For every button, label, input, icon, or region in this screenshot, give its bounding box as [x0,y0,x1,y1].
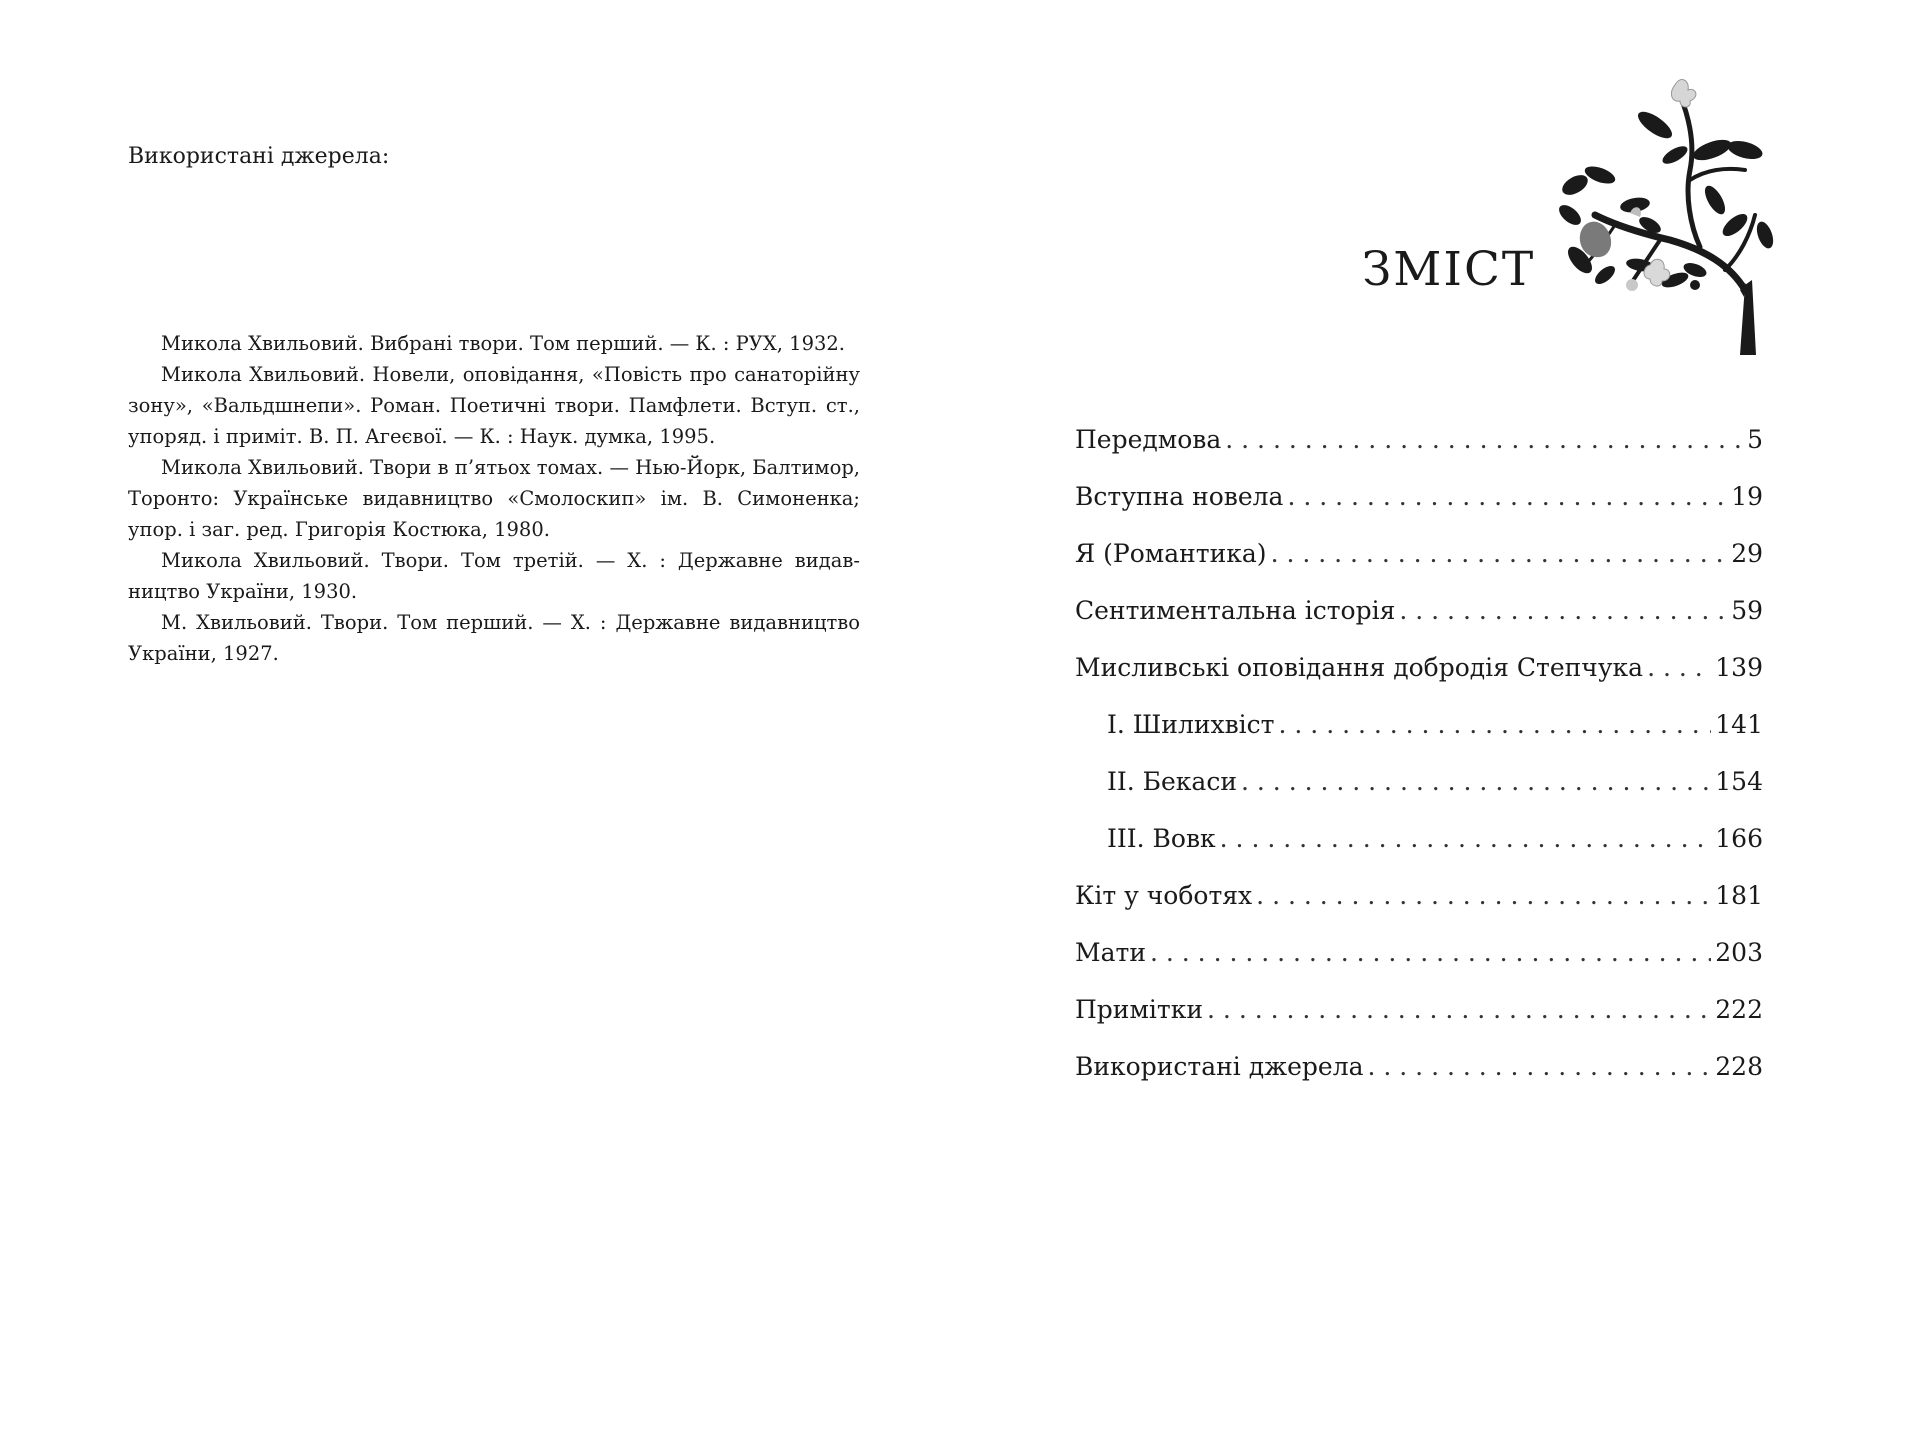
toc-leader-dots [1271,534,1728,574]
sources-list [128,328,860,669]
toc-entry[interactable] [1075,591,1763,631]
toc-leader-dots [1220,819,1712,859]
toc-entry-page: 139 [1715,653,1763,682]
source-item: Микола Хвильовий. Вибрані твори. Том перший. — К. : РУХ, 1932. [161,332,845,355]
source-item: Микола Хвильовий. Твори в п’ятьох томах. — Нью-Йорк, Балтимор, Торонто: Українське видавництво «Смолоскип» ім. В. Симоненка; упор. і заг. ред. Григорія Костюка, 1980. [128,456,860,541]
toc-entry-page: 141 [1715,710,1763,739]
toc-leader-dots [1241,762,1711,802]
toc-entry-page: 203 [1715,938,1763,967]
toc-entry-page: 154 [1715,767,1763,796]
toc-leader-dots [1256,876,1711,916]
toc-title: ЗМІСТ [1362,242,1536,297]
toc-leader-dots [1150,933,1711,973]
toc-entry-label: Вступна новела [1075,482,1284,511]
source-item: М. Хвильовий. Твори. Том перший. — Х. : Державне видавництво України, 1927. [128,611,860,665]
toc-entry[interactable] [1075,1047,1763,1087]
toc-leader-dots [1225,420,1743,460]
source-item: Микола Хвильовий. Твори. Том третій. — Х. : Державне видавництво України, 1930. [128,549,860,603]
toc-entry-label: Кіт у чоботях [1075,881,1253,910]
toc-entry-page: 59 [1731,596,1763,625]
toc-entry[interactable] [1075,990,1763,1030]
toc-entry-label: Я (Романтика) [1075,539,1267,568]
toc-subentry[interactable] [1075,819,1763,859]
toc-entry[interactable] [1075,648,1763,688]
toc-entry-page: 29 [1731,539,1763,568]
sources-heading: Використані джерела: [128,144,390,169]
toc-leader-dots [1368,1047,1712,1087]
toc-entry[interactable] [1075,933,1763,973]
toc-entry-page: 5 [1747,425,1763,454]
toc-leader-dots [1207,990,1711,1030]
toc-leader-dots [1647,648,1711,688]
toc-entry-label: І. Шилихвіст [1107,710,1275,739]
toc-entry[interactable] [1075,876,1763,916]
toc-entry-label: Використані джерела [1075,1052,1364,1081]
toc-subentry[interactable] [1075,705,1763,745]
toc-leader-dots [1279,705,1712,745]
toc-entry-label: Мати [1075,938,1146,967]
toc-entry-label: ІІІ. Вовк [1107,824,1216,853]
toc-entry-page: 166 [1715,824,1763,853]
toc-leader-dots [1399,591,1727,631]
toc-entry-label: Мисливські оповідання добродія Степчука [1075,653,1644,682]
toc-entry[interactable] [1075,477,1763,517]
toc-entry[interactable] [1075,534,1763,574]
toc-entry-page: 181 [1715,881,1763,910]
toc-entry[interactable] [1075,420,1763,460]
toc-subentry[interactable] [1075,762,1763,802]
toc-leader-dots [1287,477,1727,517]
flowering-branch-icon [1540,75,1780,355]
toc-entry-label: Сентиментальна історія [1075,596,1396,625]
toc-entry-page: 19 [1731,482,1763,511]
right-page [960,0,1920,1440]
toc-entry-label: ІІ. Бекаси [1107,767,1238,796]
toc-entry-page: 228 [1715,1052,1763,1081]
source-item: Микола Хвильовий. Новели, оповідання, «Повість про санаторійну зону», «Вальдшнепи». Роман. Поетичні твори. Памфлети. Вступ. ст., упоряд. і приміт. В. П. Агеєвої. — К. : Наук. думка, 1995. [128,363,860,448]
toc-entry-label: Передмова [1075,425,1222,454]
toc-entry-page: 222 [1715,995,1763,1024]
toc-entry-label: Примітки [1075,995,1204,1024]
